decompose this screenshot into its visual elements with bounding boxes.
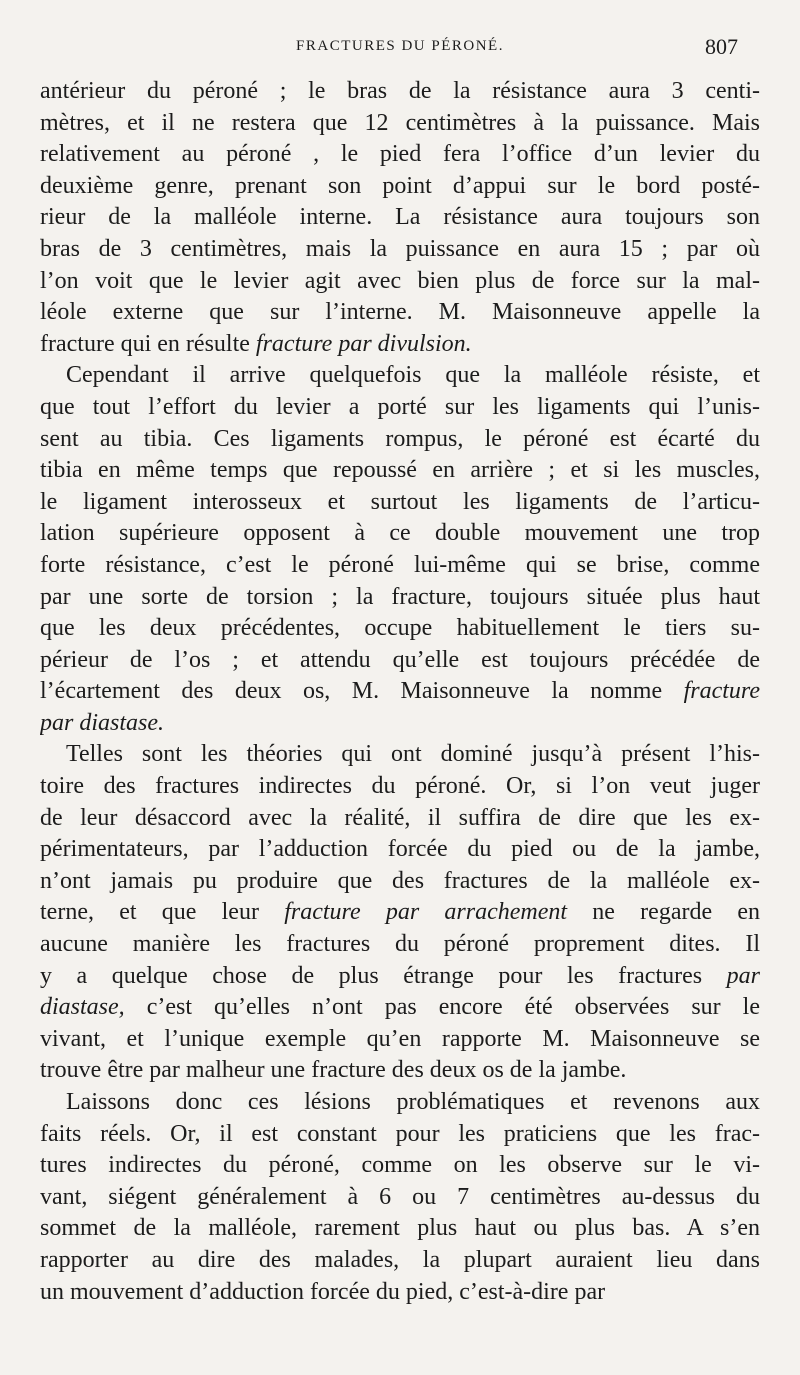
text-line — [40, 1150, 760, 1182]
text-line — [40, 771, 760, 803]
text-line — [40, 171, 760, 203]
text-line — [40, 234, 760, 266]
text-segment: périeur de l’os ; et attendu qu’elle est toujours précédée de — [40, 646, 760, 673]
italic-text: fracture — [683, 678, 760, 705]
text-segment: tibia en même temps que repoussé en arrière ; et si les muscles, — [40, 457, 760, 484]
text-segment: sommet de la malléole, rarement plus haut ou plus bas. A s’en — [40, 1215, 760, 1242]
text-line — [40, 424, 760, 456]
text-segment: aucune manière les fractures du péroné proprement dites. Il — [40, 931, 760, 958]
text-segment: rieur de la malléole interne. La résistance aura toujours son — [40, 204, 760, 231]
text-segment: le ligament interosseux et surtout les ligaments de l’articu- — [40, 488, 760, 515]
text-segment: un mouvement d’adduction forcée du pied, c’est-à-dire par — [40, 1278, 606, 1305]
text-line — [40, 1055, 760, 1087]
text-line — [40, 1245, 760, 1277]
text-segment: terne, et que leur — [40, 899, 285, 926]
text-line — [40, 1024, 760, 1056]
text-segment: ne regarde en — [567, 899, 760, 926]
text-line — [40, 202, 760, 234]
text-segment: de leur désaccord avec la réalité, il suffira de dire que les ex- — [40, 804, 760, 831]
text-line — [40, 360, 760, 392]
text-segment: périmentateurs, par l’adduction forcée du pied ou de la jambe, — [40, 836, 760, 863]
text-line — [40, 392, 760, 424]
paragraph — [40, 360, 760, 739]
text-line — [40, 1087, 760, 1119]
text-line — [40, 897, 760, 929]
text-line — [40, 834, 760, 866]
text-segment: sent au tibia. Ces ligaments rompus, le péroné est écarté du — [40, 425, 760, 452]
text-line — [40, 550, 760, 582]
text-line — [40, 708, 760, 740]
text-line — [40, 676, 760, 708]
italic-text: diastase, — [40, 994, 125, 1021]
text-line — [40, 1182, 760, 1214]
text-segment: relativement au péroné , le pied fera l’office d’un levier du — [40, 141, 760, 168]
text-segment: par une sorte de torsion ; la fracture, toujours située plus haut — [40, 583, 760, 610]
text-segment: forte résistance, c’est le péroné lui-même qui se brise, comme — [40, 551, 760, 578]
text-segment: vivant, et l’unique exemple qu’en rapporte M. Maisonneuve se — [40, 1025, 760, 1052]
text-segment: bras de 3 centimètres, mais la puissance en aura 15 ; par où — [40, 235, 760, 262]
text-segment: Laissons donc ces lésions problématiques et revenons aux — [66, 1089, 760, 1115]
text-line — [40, 329, 760, 361]
italic-text: par diastase. — [40, 709, 165, 736]
text-segment: Telles sont les théories qui ont dominé jusqu’à présent l’his- — [66, 741, 760, 768]
text-line — [40, 518, 760, 550]
text-line — [40, 1277, 760, 1309]
text-segment: y a quelque chose de plus étrange pour les fractures — [40, 962, 727, 989]
text-segment: l’écartement des deux os, M. Maisonneuve la nomme — [40, 678, 684, 705]
text-line — [40, 803, 760, 835]
text-segment: deuxième genre, prenant son point d’appui sur le bord posté- — [40, 172, 760, 199]
text-segment: antérieur du péroné ; le bras de la résistance aura 3 centi- — [40, 78, 760, 104]
text-line — [40, 266, 760, 298]
text-line — [40, 297, 760, 329]
running-title: FRACTURES DU PÉRONÉ. — [296, 38, 504, 54]
page-header — [40, 34, 760, 76]
paragraph — [40, 1087, 760, 1308]
text-segment: mètres, et il ne restera que 12 centimètres à la puissance. Mais — [40, 109, 760, 136]
text-line — [40, 76, 760, 108]
text-segment: c’est qu’elles n’ont pas encore été observées sur le — [124, 994, 760, 1021]
text-segment: lation supérieure opposent à ce double mouvement une trop — [40, 520, 760, 547]
paragraph — [40, 739, 760, 1087]
text-line — [40, 929, 760, 961]
italic-text: fracture par divulsion. — [255, 330, 472, 357]
text-segment: l’on voit que le levier agit avec bien plus de force sur la mal- — [40, 267, 760, 294]
text-segment: que les deux précédentes, occupe habituellement le tiers su- — [40, 615, 760, 642]
text-line — [40, 961, 760, 993]
text-segment: léole externe que sur l’interne. M. Maisonneuve appelle la — [40, 299, 760, 326]
text-line — [40, 455, 760, 487]
italic-text: fracture par arrachement — [284, 899, 568, 926]
paragraph — [40, 76, 760, 360]
text-segment: tures indirectes du péroné, comme on les observe sur le vi- — [40, 1152, 760, 1179]
text-line — [40, 645, 760, 677]
text-line — [40, 866, 760, 898]
text-line — [40, 1119, 760, 1151]
text-line — [40, 1213, 760, 1245]
text-line — [40, 139, 760, 171]
text-line — [40, 739, 760, 771]
text-segment: rapporter au dire des malades, la plupart auraient lieu dans — [40, 1246, 760, 1273]
text-line — [40, 487, 760, 519]
text-line — [40, 108, 760, 140]
text-segment: toire des fractures indirectes du péroné. Or, si l’on veut juger — [40, 773, 760, 800]
text-segment: Cependant il arrive quelquefois que la malléole résiste, et — [66, 362, 760, 389]
text-segment: que tout l’effort du levier a porté sur les ligaments qui l’unis- — [40, 393, 760, 420]
text-segment: fracture qui en résulte — [40, 330, 256, 357]
text-line — [40, 613, 760, 645]
text-segment: vant, siégent généralement à 6 ou 7 centimètres au-dessus du — [40, 1183, 760, 1210]
text-segment: n’ont jamais pu produire que des fractures de la malléole ex- — [40, 867, 760, 894]
text-segment: trouve être par malheur une fracture des deux os de la jambe. — [40, 1057, 627, 1084]
text-line — [40, 992, 760, 1024]
text-segment: faits réels. Or, il est constant pour les praticiens que les frac- — [40, 1120, 760, 1147]
italic-text: par — [726, 962, 760, 989]
body-text — [40, 76, 760, 1308]
page-number: 807 — [705, 34, 738, 59]
text-line — [40, 582, 760, 614]
